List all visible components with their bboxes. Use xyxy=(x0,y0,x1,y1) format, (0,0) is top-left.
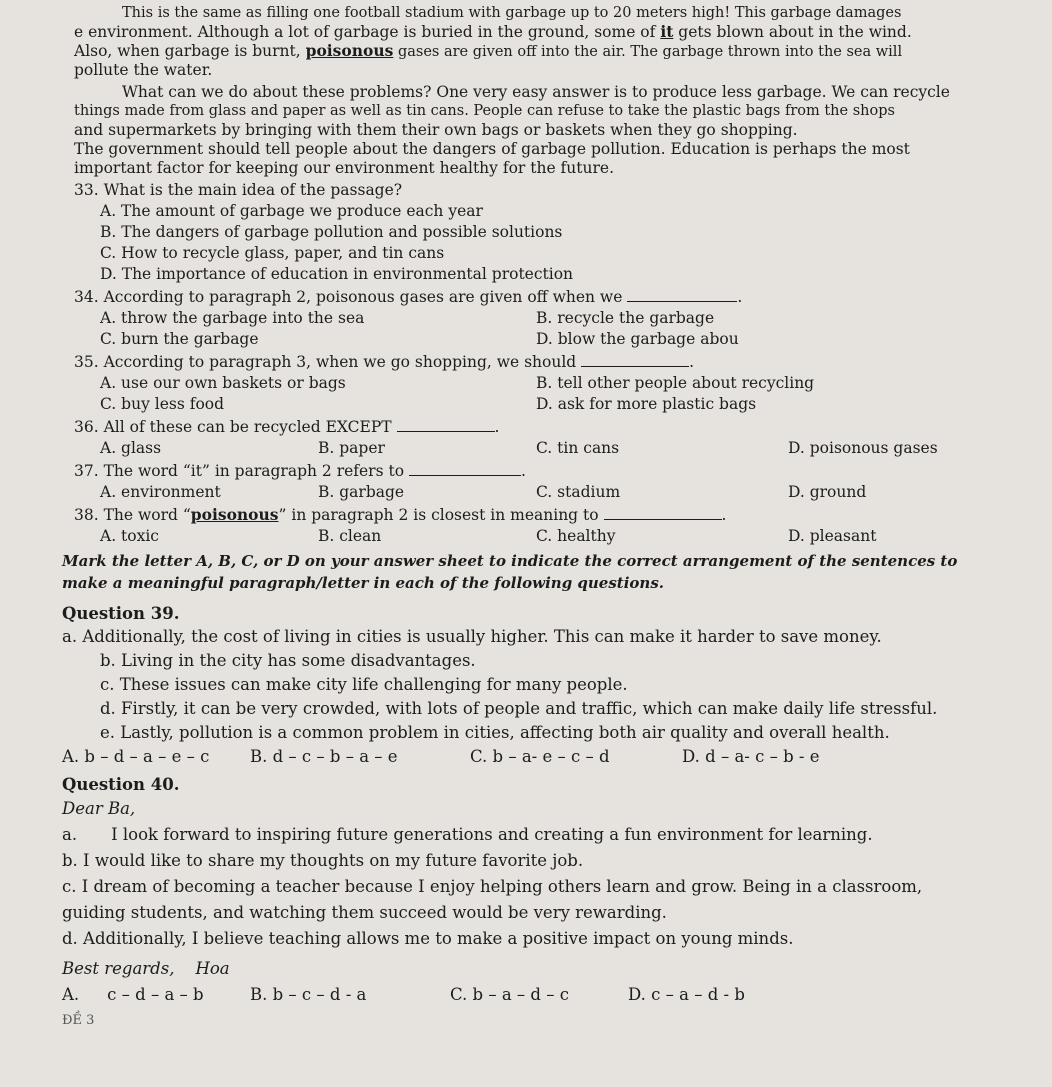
q38-option-d: D. pleasant xyxy=(788,527,877,545)
answer-blank xyxy=(627,289,737,302)
passage-line: things made from glass and paper as well as tin cans. People can refuse to take the plastic bags from the shops xyxy=(74,103,895,119)
q33-option-c: C. How to recycle glass, paper, and tin cans xyxy=(100,244,445,262)
q39-option-d: D. d – a- c – b - e xyxy=(682,747,820,766)
q35-option-d: D. ask for more plastic bags xyxy=(536,395,757,413)
q35-option-a: A. use our own baskets or bags xyxy=(100,374,346,392)
footer-label: ĐỀ 3 xyxy=(62,1013,95,1028)
q40-option-b: B. b – c – d - a xyxy=(250,985,367,1004)
underlined-word: poisonous xyxy=(305,41,394,60)
answer-blank xyxy=(604,507,722,520)
q34-option-d: D. blow the garbage abou xyxy=(536,330,739,348)
q37-option-b: B. garbage xyxy=(318,483,405,501)
q40-sentence-c: c. I dream of becoming a teacher because I enjoy helping others learn and grow. Being in a classroom, xyxy=(62,877,923,896)
instruction-line: Mark the letter A, B, C, or D on your answer sheet to indicate the correct arrangement of the sentences to xyxy=(62,552,958,570)
underlined-word: it xyxy=(660,22,674,41)
question-38-stem: 38. The word “poisonous” in paragraph 2 is closest in meaning to . xyxy=(74,505,727,524)
q34-option-b: B. recycle the garbage xyxy=(536,309,715,327)
question-34-stem: 34. According to paragraph 2, poisonous gases are given off when we . xyxy=(74,288,743,306)
passage-line: pollute the water. xyxy=(74,61,213,79)
q39-sentence-c: c. These issues can make city life challenging for many people. xyxy=(100,675,628,694)
q35-option-c: C. buy less food xyxy=(100,395,225,413)
q37-option-c: C. stadium xyxy=(536,483,621,501)
q36-option-c: C. tin cans xyxy=(536,439,620,457)
passage-line: Also, when garbage is burnt, poisonous gases are given off into the air. The garbage thrown into the sea will xyxy=(74,41,903,60)
q40-option-d: D. c – a – d - b xyxy=(628,985,745,1004)
passage-line: important factor for keeping our environment healthy for the future. xyxy=(74,159,614,177)
q39-option-c: C. b – a- e – c – d xyxy=(470,747,610,766)
question-37-stem: 37. The word “it” in paragraph 2 refers to . xyxy=(74,462,526,480)
q36-option-d: D. poisonous gases xyxy=(788,439,938,457)
q40-sentence-d: d. Additionally, I believe teaching allows me to make a positive impact on young minds. xyxy=(62,929,794,948)
q38-option-b: B. clean xyxy=(318,527,382,545)
question-39-title: Question 39. xyxy=(62,604,180,623)
q34-option-c: C. burn the garbage xyxy=(100,330,259,348)
question-36-stem: 36. All of these can be recycled EXCEPT . xyxy=(74,418,500,436)
q40-sentence-b: b. I would like to share my thoughts on my future favorite job. xyxy=(62,851,584,870)
answer-blank xyxy=(397,419,495,432)
q40-sentence-c-cont: guiding students, and watching them succeed would be very rewarding. xyxy=(62,903,667,922)
q38-option-a: A. toxic xyxy=(100,527,159,545)
letter-greeting: Dear Ba, xyxy=(62,799,136,818)
q39-sentence-d: d. Firstly, it can be very crowded, with lots of people and traffic, which can make daily life stressful. xyxy=(100,699,938,718)
question-35-stem: 35. According to paragraph 3, when we go shopping, we should . xyxy=(74,353,695,371)
q36-option-b: B. paper xyxy=(318,439,385,457)
answer-blank xyxy=(581,354,689,367)
q35-option-b: B. tell other people about recycling xyxy=(536,374,815,392)
q39-option-a: A. b – d – a – e – c xyxy=(62,747,210,766)
passage-line: What can we do about these problems? One very easy answer is to produce less garbage. We can recycle xyxy=(122,83,950,101)
question-40-title: Question 40. xyxy=(62,775,180,794)
instruction-line: make a meaningful paragraph/letter in each of the following questions. xyxy=(62,574,664,592)
q40-option-c: C. b – a – d – c xyxy=(450,985,569,1004)
letter-closing: Best regards, Hoa xyxy=(62,959,230,978)
question-33-stem: 33. What is the main idea of the passage? xyxy=(74,181,403,199)
q39-sentence-b: b. Living in the city has some disadvantages. xyxy=(100,651,476,670)
q40-option-a: A. c – d – a – b xyxy=(62,985,204,1004)
q37-option-d: D. ground xyxy=(788,483,867,501)
underlined-word: poisonous xyxy=(190,505,279,524)
answer-blank xyxy=(409,463,521,476)
q39-option-b: B. d – c – b – a – e xyxy=(250,747,398,766)
q33-option-b: B. The dangers of garbage pollution and possible solutions xyxy=(100,223,563,241)
passage-line: and supermarkets by bringing with them their own bags or baskets when they go shopping. xyxy=(74,121,798,139)
q40-sentence-a: a. I look forward to inspiring future generations and creating a fun environment for learning. xyxy=(62,825,873,844)
q33-option-d: D. The importance of education in environmental protection xyxy=(100,265,574,283)
q38-option-c: C. healthy xyxy=(536,527,616,545)
q36-option-a: A. glass xyxy=(100,439,162,457)
q39-sentence-e: e. Lastly, pollution is a common problem in cities, affecting both air quality and overall health. xyxy=(100,723,890,742)
q37-option-a: A. environment xyxy=(100,483,221,501)
passage-line: The government should tell people about the dangers of garbage pollution. Education is perhaps the most xyxy=(74,140,910,158)
q39-sentence-a: a. Additionally, the cost of living in cities is usually higher. This can make it harder to save money. xyxy=(62,627,882,646)
q33-option-a: A. The amount of garbage we produce each year xyxy=(100,202,483,220)
passage-line: e environment. Although a lot of garbage is buried in the ground, some of it gets blown about in the wind. xyxy=(74,22,912,41)
q34-option-a: A. throw the garbage into the sea xyxy=(100,309,365,327)
passage-line: This is the same as filling one football stadium with garbage up to 20 meters high! This garbage damages xyxy=(122,5,902,21)
